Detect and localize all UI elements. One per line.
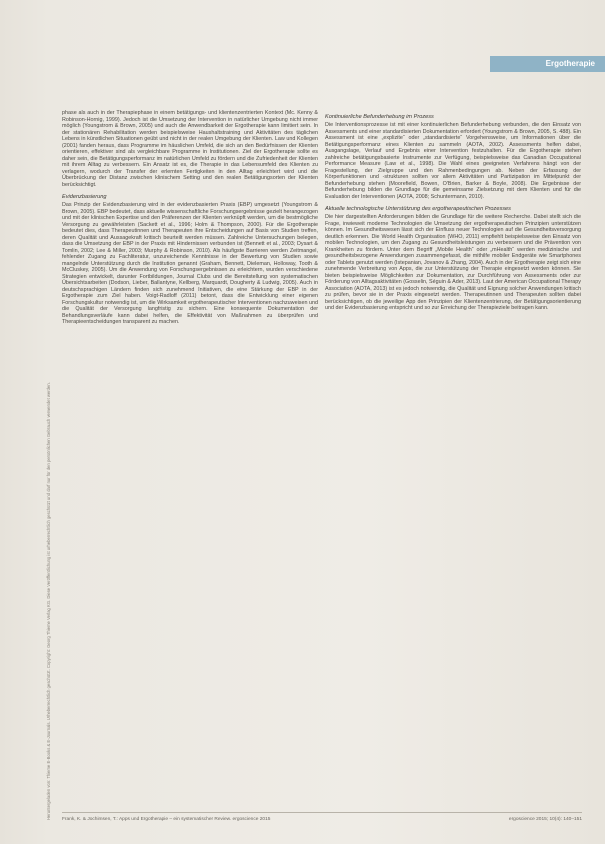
left-column [62,110,318,332]
side-notice-text: Heruntergeladen von: Thieme E-Books & E-Journals. Urheberrechtlich geschützt. Copyright: Georg Thieme Verlag KG. Diese Veröffentlichung ist urheberrechtlich geschützt und darf nur für den persönlichen Gebrauch verwendet werden. [46,382,51,820]
footer-citation: Frank, K. & Jochimsen, T.: Apps und Ergotherapie – ein systematischer Review. ergoscience 2015 [62,817,271,822]
footer-divider [62,812,582,813]
page-footer [62,817,582,825]
section-label: Ergotherapie [545,59,595,68]
right-heading-technology: Aktuelle technologische Unterstützung des ergotherapeutischen Prozesses [325,206,511,212]
right-paragraph-2: Die hier dargestellten Anforderungen bilden die Grundlage für die weitere Recherche. Dabei stellt sich die Frage, inwieweit moderne Technologien die Umsetzung der ergotherapeutischen Prinzipien unterstützen können. Im Gesundheitswesen lässt sich der Einfluss neuer Technologien auf die Gesundheitsversorgung deutlich erkennen. Die World Health Organisation (WHO, 2011) empfiehlt beispielsweise den Einsatz von mobilen Technologien, um den Zugang zu Gesundheitsleistungen zu verbessern und die Prävention von Krankheiten zu fördern. Unter dem Begriff „Mobile Health“ oder „mHealth“ werden medizinische und gesundheitsbezogene Anwendungen zusammengefasst, die mithilfe mobiler Endgeräte wie Smartphones oder Tablets genutzt werden (Istepanian, Jovanov & Zhang, 2004). Auch in der Ergotherapie zeigt sich eine zunehmende Verbreitung von Apps, die zur Unterstützung der Therapie eingesetzt werden können. Sie bieten beispielsweise Möglichkeiten zur Dokumentation, zur Durchführung von Assessments oder zur Förderung von Alltagsaktivitäten (Gosselin, Séguin & Ader, 2013). Laut der American Occupational Therapy Association (AOTA, 2013) ist es jedoch notwendig, die Qualität und Eignung solcher Anwendungen kritisch zu prüfen, bevor sie in der Praxis eingesetzt werden. Therapeutinnen und Therapeuten sollten dabei berücksichtigen, ob die jeweilige App den Prinzipien der Klientenzentrierung, der Betätigungsorientierung und der Evidenzbasierung entspricht und so zur Erreichung der Therapieziele beitragen kann. [325,214,581,311]
right-column [325,110,581,318]
left-paragraph-1: phase als auch in der Therapiephase in einem betätigungs- und klientenzentrierten Kontext (Mc. Kenny & Robinson-Hornig, 1999). Jedoch ist die Umsetzung der Intervention in natürlicher Umgebung nicht immer möglich (Youngstrom & Brown, 2005) und auch die Anwendbarkeit der Ergotherapie kann limitiert sein. In der stationären Rehabilitation werden beispielsweise Haushaltstraining und Aktivitäten des täglichen Lebens in künstlichen Situationen geübt und nicht in der realen Umgebung der Klienten. Law und Kollegen (2001) fanden heraus, dass Programme im häuslichen Umfeld, die sich an den Bedürfnissen der Klienten orientieren, effektiver sind als vergleichbare Programme in Institutionen. Ziel der Ergotherapie sollte es daher sein, die Betätigungsperformanz im natürlichen Umfeld zu fördern und die Zufriedenheit der Klienten mit ihrem Alltag zu verbessern. Ein Ansatz ist es, die Therapie in das Lebensumfeld des Klienten zu verlagern, wodurch der Transfer der erlernten Fertigkeiten in den Alltag erleichtert wird und die Überbrückung der Distanz zwischen klinischem Setting und den realen Betätigungsorten der Klienten berücksichtigt. [62,110,318,188]
footer-journal-ref: ergoscience 2015; 10(4): 140–151 [508,817,582,822]
left-heading-evidence: Evidenzbasierung [62,194,107,200]
right-paragraph-1: Die Interventionsprozesse ist mit einer kontinuierlichen Befunderhebung verbunden, die den Einsatz von Assessments und einer standardisierten Dokumentation erfordert (Youngstrom & Brown, 2005, S. 488). Ein Assessment ist eine „explizite“ oder „standardisierte“ Vorgehensweise, um Informationen über die Betätigungsperformanz eines Klienten zu sammeln (AOTA, 2002). Assessments helfen dabei, Ausgangslage, Verlauf und Ergebnis einer Intervention festzuhalten. Für die Ergotherapie stehen zahlreiche betätigungsbasierte Instrumente zur Verfügung, beispielsweise das Canadian Occupational Performance Measure (Law et al., 1998). Die Wahl eines geeigneten Verfahrens hängt von der Fragestellung, der Zielgruppe und den Rahmenbedingungen ab. Neben der Erfassung der Körperfunktionen und -strukturen sollten vor allem Aktivitäten und Partizipation im Mittelpunkt der Befunderhebung stehen (Moorefield, Bowen, O'Brien, Barker & Boyle, 2008). Die Ergebnisse der Befunderhebung bilden die Grundlage für die gemeinsame Zielsetzung mit dem Klienten und für die Evaluation der Interventionen (AOTA, 2008; Schuntermann, 2010). [325,122,581,200]
left-paragraph-2: Das Prinzip der Evidenzbasierung wird in der evidenzbasierten Praxis (EBP) umgesetzt (Youngstrom & Brown, 2005). EBP bedeutet, dass aktuelle wissenschaftliche Forschungsergebnisse gezielt herangezogen und mit der klinischen Expertise und den Präferenzen der Klienten verknüpft werden, um die bestmögliche Versorgung zu gewährleisten (Sackett et al., 1996; Holm & Thompson, 2000). Für die Ergotherapie bedeutet dies, dass Therapeutinnen und Therapeuten ihre Entscheidungen auf Basis von Studien treffen, deren Qualität und Aussagekraft kritisch beurteilt werden müssen. Zahlreiche Untersuchungen belegen, dass die Umsetzung der EBP in der Praxis mit Hindernissen verbunden ist (Bennett et al., 2003; Dysart & Tomlin, 2002; Lee & Miller, 2003; Murphy & Robinson, 2010). Als häufigste Barrieren werden Zeitmangel, fehlender Zugang zu Fachliteratur, unzureichende Kenntnisse in der Bewertung von Studien sowie mangelnde Unterstützung durch die Institution genannt (Graham, Bennett, Dieleman, Holloway, Tooth & McCluskey, 2005). Um die Anwendung von Forschungsergebnissen zu erleichtern, wurden verschiedene Strategien entwickelt, darunter Fortbildungen, Journal Clubs und die Bereitstellung von systematischen Übersichtsarbeiten (Dodson, Lieber, Ballantyne, Kellberg, Marquardt, Dougherty & Ludwig, 2005). Auch in deutschsprachigen Ländern finden sich zunehmend Initiativen, die eine Stärkung der EBP in der Ergotherapie zum Ziel haben. Voigt-Radloff (2011) betont, dass die Entwicklung einer eigenen Forschungskultur notwendig ist, um die Wirksamkeit ergotherapeutischer Interventionen nachzuweisen und die Qualität der Versorgung langfristig zu sichern. Eine konsequente Dokumentation der Behandlungsverläufe kann dabei helfen, die Effektivität von Maßnahmen zu überprüfen und Therapieentscheidungen transparent zu machen. [62,202,318,325]
side-copyright-notice [46,120,56,820]
right-heading-assessment: Kontinuierliche Befunderhebung im Prozess [325,114,434,120]
section-tab [490,56,605,72]
